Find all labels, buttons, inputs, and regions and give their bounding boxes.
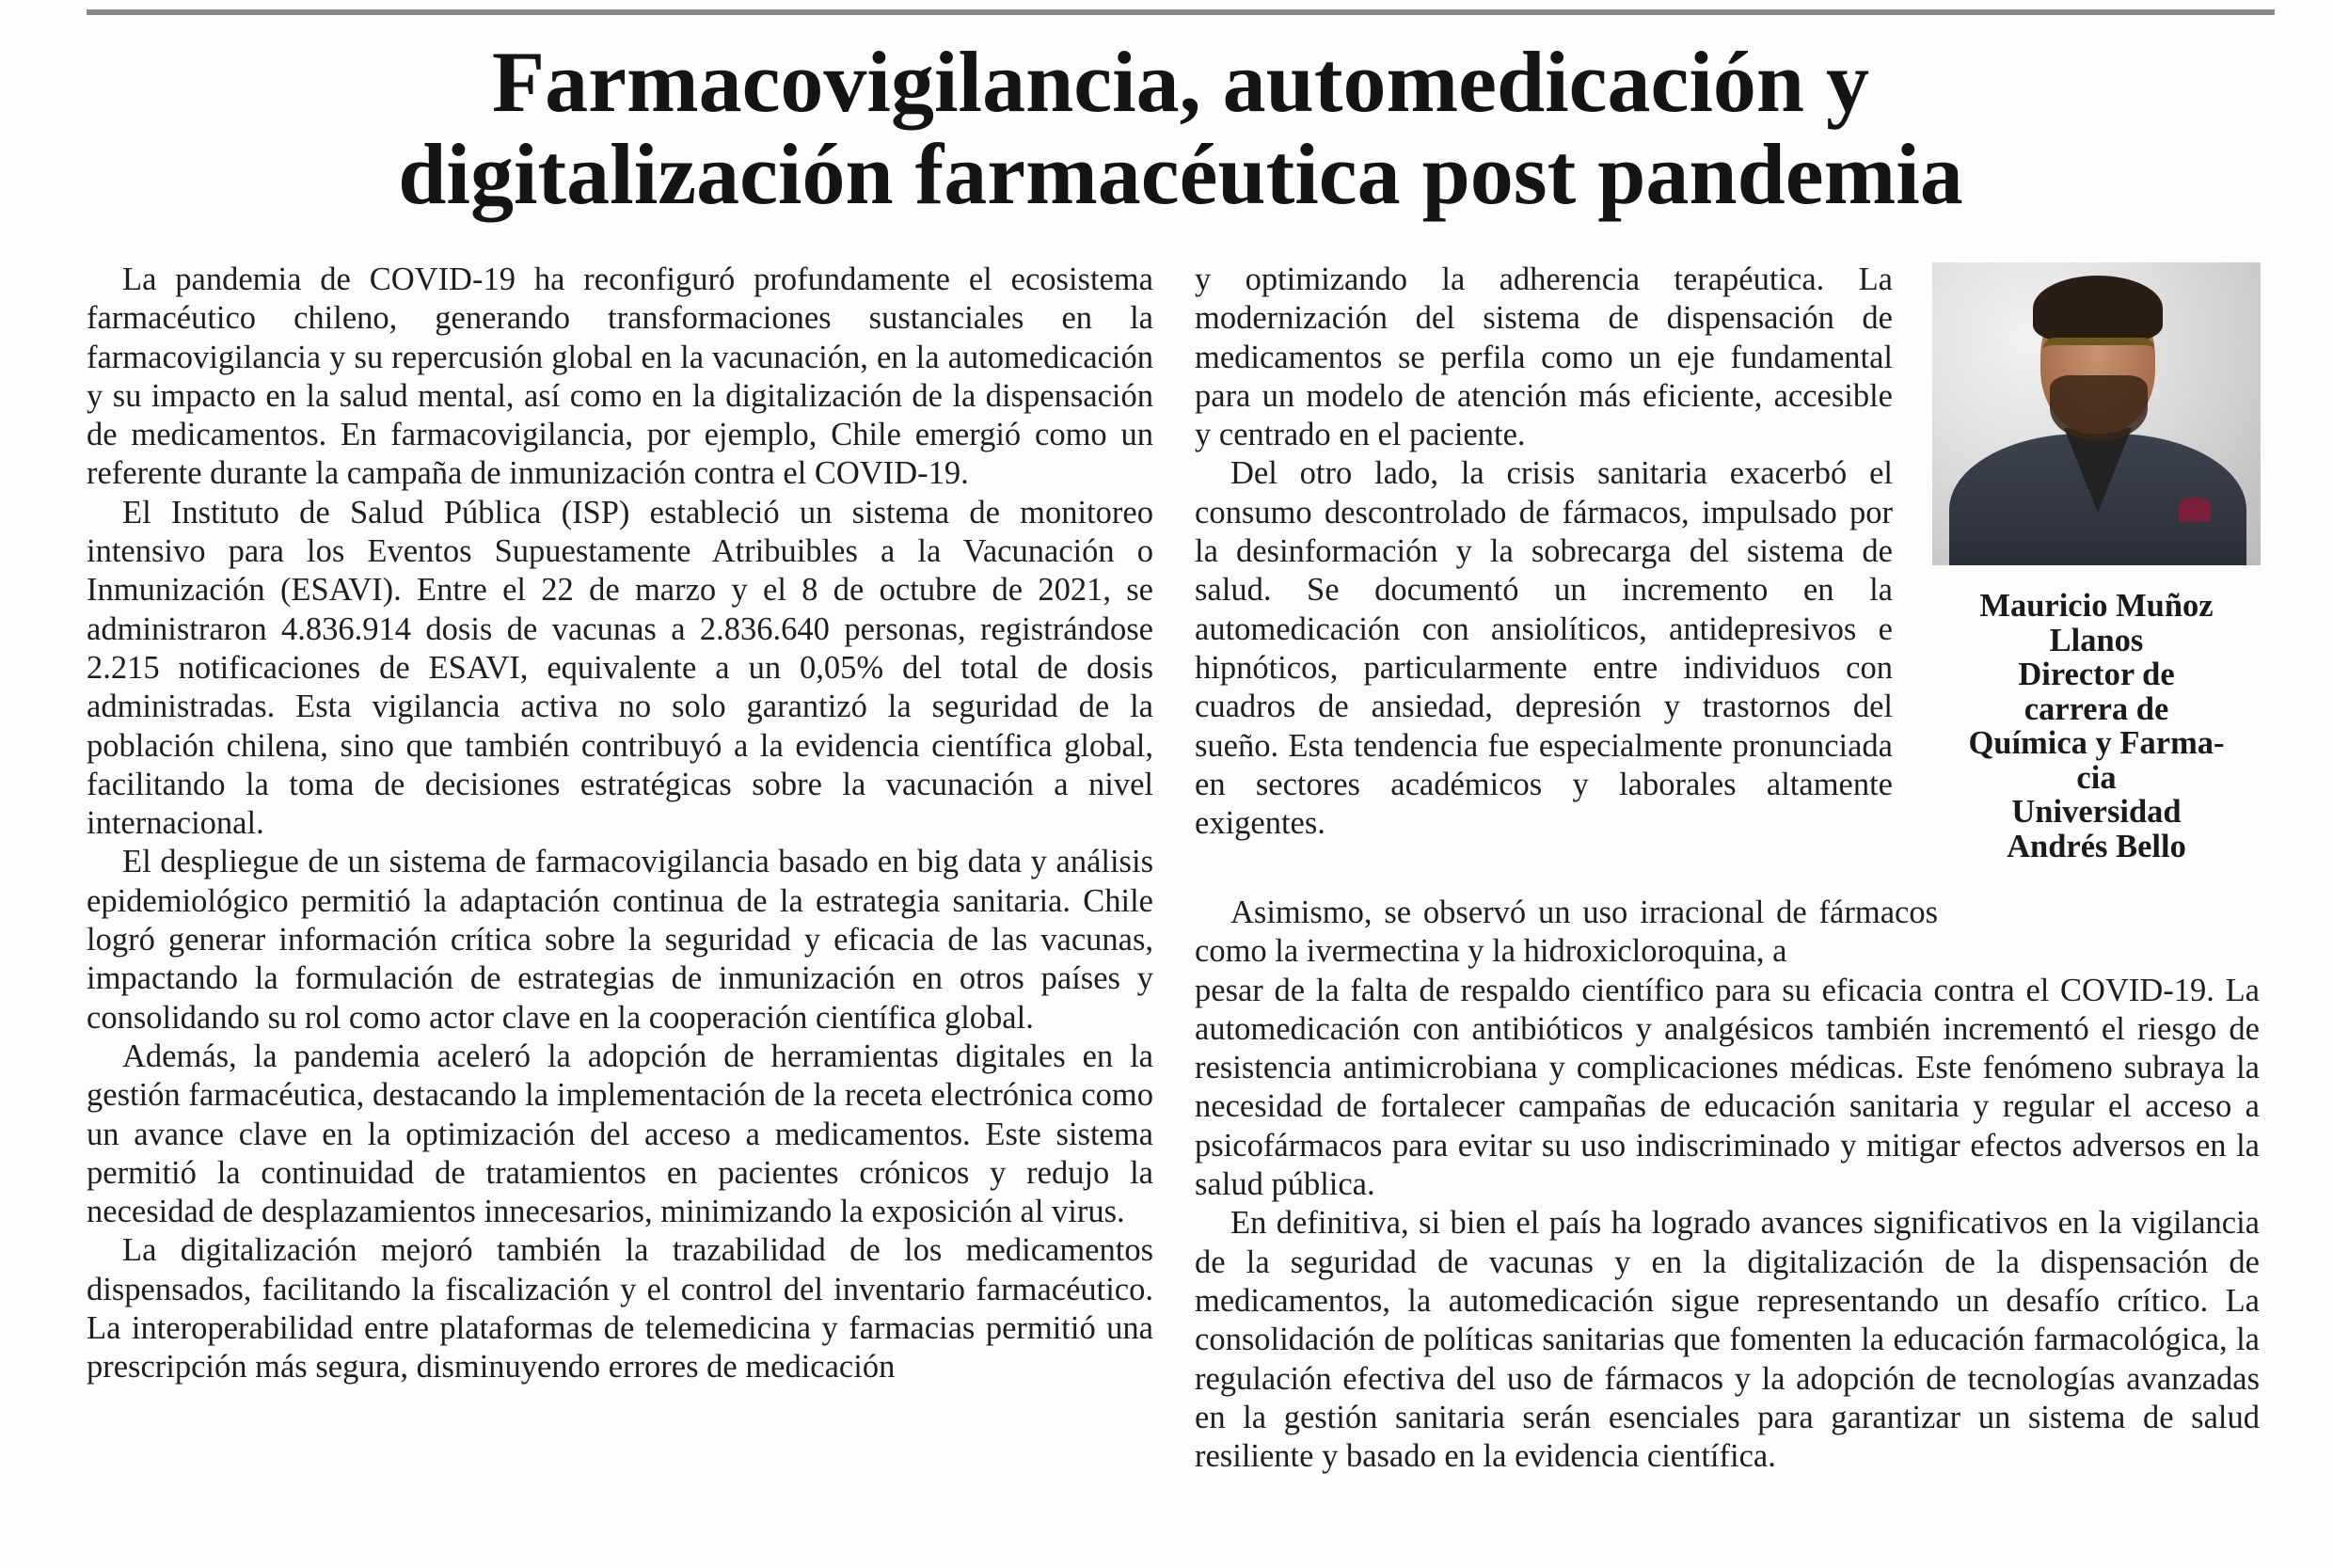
author-role: cia <box>2076 759 2117 796</box>
paragraph: La digitalización mejoró también la trazabilidad de los medicamentos dispensados, facilitando la fiscalización y el control del inventario farmacéutico. La interoperabilidad entre plataformas de telemedicina y farmacias permitió una prescripción más segura, disminuyendo errores de medicación <box>87 1232 1153 1386</box>
paragraph: Del otro lado, la crisis sanitaria exacerbó el consumo descontrolado de fármacos, impulsado por la desinformación y la sobrecarga del sistema de salud. Se documentó un incremento en la automedicación con ansiolíticos, antidepresivos e hipnóticos, particularmente entre individuos con cuadros de ansiedad, depresión y trastornos del sueño. Esta tendencia fue especialmente pronunciada en sectores académicos y laborales altamente exigentes. <box>1195 455 1893 842</box>
author-caption <box>1932 589 2261 863</box>
paragraph: El Instituto de Salud Pública (ISP) estableció un sistema de monitoreo intensivo para los Eventos Supuestamente Atribuibles a la Vacunación o Inmunización (ESAVI). Entre el 22 de marzo y el 8 de octubre de 2021, se administraron 4.836.914 dosis de vacunas a 2.836.640 personas, registrándose 2.215 notificaciones de ESAVI, equivalente a un 0,05% del total de dosis administradas. Esta vigilancia activa no solo garantizó la seguridad de la población chilena, sino que también contribuyó a la evidencia científica global, facilitando la toma de decisiones estratégicas sobre la vacunación a nivel internacional. <box>87 494 1153 842</box>
author-name: Mauricio Muñoz <box>1979 588 2214 624</box>
photo-pocket-square <box>2179 498 2211 522</box>
left-column <box>87 261 1153 1387</box>
author-organization: Andrés Bello <box>2007 828 2186 864</box>
headline <box>87 36 2275 220</box>
paragraph: Además, la pandemia aceleró la adopción de herramientas digitales en la gestión farmacéutica, destacando la implementación de la receta electrónica como un avance clave en la optimización del acceso a medicamentos. Este sistema permitió la continuidad de tratamientos en pacientes crónicos y redujo la necesidad de desplazamientos innecesarios, minimizando la exposición al virus. <box>87 1037 1153 1230</box>
right-column-top <box>1195 261 1893 843</box>
headline-line-2: digitalización farmacéutica post pandemia <box>398 126 1963 222</box>
author-role: Director de <box>2018 657 2175 692</box>
author-organization: Universidad <box>2011 794 2182 830</box>
headline-line-1: Farmacovigilancia, automedicación y <box>491 34 1870 130</box>
paragraph: Asimismo, se observó un uso irracional de fármacos como la ivermectina y la hidroxicloroquina, a <box>1195 895 1938 970</box>
photo-beard <box>2050 375 2148 441</box>
paragraph-continuation: pesar de la falta de respaldo científico para su eficacia contra el COVID-19. La automedicación con antibióticos y analgésicos también incrementó el riesgo de resistencia antimicrobiana y complicaciones médicas. Este fenómeno subraya la necesidad de fortalecer campañas de educación sanitaria y regular el acceso a psicofármacos para evitar su uso indiscriminado y mitigar efectos adversos en la salud pública. <box>1195 972 2260 1203</box>
top-rule <box>87 9 2275 15</box>
author-role: carrera de <box>2024 690 2169 727</box>
author-photo <box>1932 262 2261 565</box>
author-name: Llanos <box>2049 622 2144 658</box>
right-column-bottom <box>1195 894 2260 1476</box>
paragraph: La pandemia de COVID-19 ha reconfiguró profundamente el ecosistema farmacéutico chileno, generando transformaciones sustanciales en la farmacovigilancia y su repercusión global en la vacunación, en la automedicación y su impacto en la salud mental, así como en la digitalización de la dispensación de medicamentos. En farmacovigilancia, por ejemplo, Chile emergió como un referente durante la campaña de inmunización contra el COVID-19. <box>87 261 1153 492</box>
paragraph-continuation: y optimizando la adherencia terapéutica. La modernización del sistema de dispensación de medicamentos se perfila como un eje fundamental para un modelo de atención más eficiente, accesible y centrado en el paciente. <box>1195 261 1893 453</box>
paragraph: En definitiva, si bien el país ha logrado avances significativos en la vigilancia de la seguridad de vacunas y en la digitalización de la dispensación de medicamentos, la automedicación sigue representando un desafío crítico. La consolidación de políticas sanitarias que fomenten la educación farmacológica, la regulación efectiva del uso de fármacos y la adopción de tecnologías avanzadas en la gestión sanitaria serán esenciales para garantizar un sistema de salud resiliente y basado en la evidencia científica. <box>1195 1205 2260 1475</box>
photo-hair <box>2033 276 2163 341</box>
photo-glasses <box>2043 338 2154 368</box>
author-role: Química y Farma- <box>1968 725 2225 761</box>
paragraph: El despliegue de un sistema de farmacovigilancia basado en big data y análisis epidemiológico permitió la adaptación continua de la estrategia sanitaria. Chile logró generar información crítica sobre la seguridad y eficacia de las vacunas, impactando la formulación de estrategias de inmunización en otros países y consolidando su rol como actor clave en la cooperación científica global. <box>87 844 1153 1036</box>
